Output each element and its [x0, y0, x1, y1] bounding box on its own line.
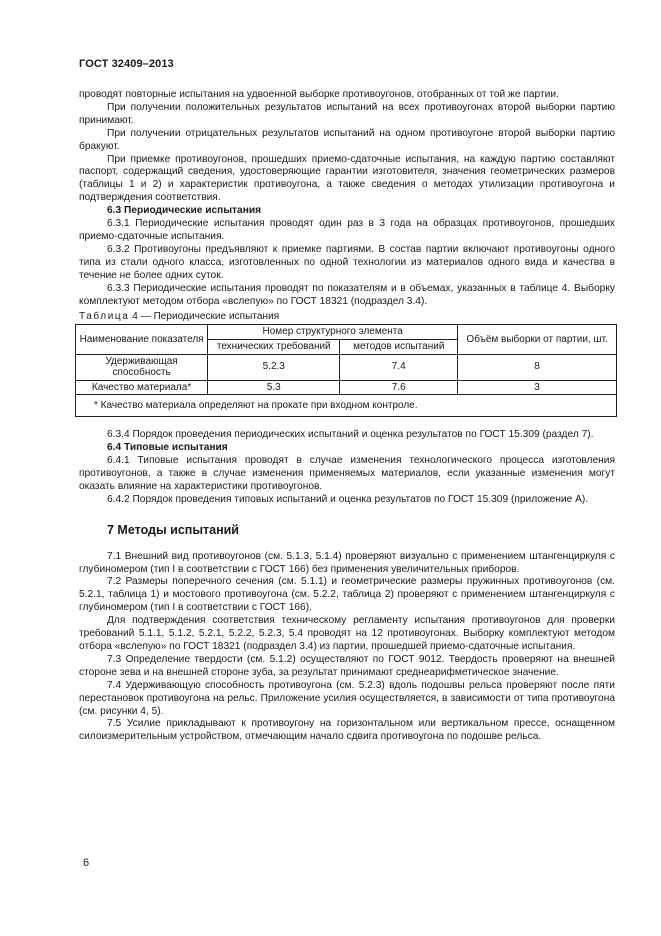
- paragraph: 7.2 Размеры поперечного сечения (см. 5.1.1) и геометрические размеры пружинных противоугонов (см. 5.2.1, таблица 1) и мостового противоугона (см. 5.2.2, таблица 2) проверяют с применением штангенциркуля с глубиномером (тип I в соответствии с ГОСТ 166).: [79, 576, 615, 614]
- header-cell: методов испытаний: [340, 339, 458, 354]
- table-cell: 3: [458, 380, 617, 395]
- paragraph: 7.4 Удерживающую способность противоугона (см. 5.2.3) вдоль подошвы рельса проверяют после пяти перестановок противоугона на рельс. Приложение усилия осуществляется, в зависимости от типа противоугона (см. рисунки 4, 5).: [79, 679, 615, 717]
- paragraph: 6.4.2 Порядок проведения типовых испытаний и оценка результатов по ГОСТ 15.309 (приложение А).: [107, 493, 589, 505]
- paragraph: 7.5 Усилие прикладывают к противоугону на горизонтальном или вертикальном прессе, оснащенном силоизмерительным устройством, отмечающим начало сдвига противоугона по подошве рельса.: [79, 718, 615, 743]
- table-cell: Удерживающая способность: [76, 354, 208, 380]
- section-heading-6-4: 6.4 Типовые испытания: [107, 442, 228, 454]
- table-row: [76, 354, 617, 380]
- document-body: [79, 89, 615, 744]
- table-caption-text: 4 — Периодические испытания: [129, 311, 280, 323]
- table-row: [76, 380, 617, 395]
- paragraph: 6.3.3 Периодические испытания проводят по показателям и в объемах, указанных в таблице 4. Выборку комплектуют методом отбора «вслепую» по ГОСТ 18321 (подраздел 3.4).: [79, 282, 615, 307]
- periodic-tests-table: [75, 324, 617, 417]
- header-cell: Объём выборки от партии, шт.: [458, 325, 617, 354]
- paragraph: При получении отрицательных результатов испытаний на одном противоугоне второй выборки партию бракуют.: [79, 127, 615, 152]
- paragraph: 6.3.4 Порядок проведения периодических испытаний и оценка результатов по ГОСТ 15.309 (раздел 7).: [107, 429, 594, 441]
- header-cell: технических требований: [208, 339, 340, 354]
- paragraph: 7.1 Внешний вид противоугонов (см. 5.1.3, 5.1.4) проверяют визуально с применением штангенциркуля с глубиномером (тип I в соответствии с ГОСТ 166) без применения увеличительных приборов.: [79, 550, 615, 575]
- section-heading-6-3: 6.3 Периодические испытания: [107, 205, 262, 217]
- paragraph: 6.3.2 Противоугоны предъявляют к приемке партиями. В состав партии включают противоугоны одного типа из стали одного класса, изготовленных по одной технологии из материалов одного вида и качества в течение не более одних суток.: [79, 243, 615, 281]
- paragraph: При получении положительных результатов испытаний на всех противоугонах второй выборки партию принимают.: [79, 101, 615, 126]
- table-cell: 7.6: [340, 380, 458, 395]
- table-cell: 7.4: [340, 354, 458, 380]
- table-cell: 5.2.3: [208, 354, 340, 380]
- document-header: ГОСТ 32409–2013: [79, 58, 174, 70]
- paragraph: Для подтверждения соответствия техническому регламенту испытания противоугонов для проверки требований 5.1.1, 5.1.2, 5.2.1, 5.2.2, 5.2.3, 5.4 проводят на 12 противоугонах. Выборку комплектуют методом отбора «вслепую» по ГОСТ 18321 (подраздел 3.4) из партии, прошедшей приемо-сдаточные испытания.: [79, 615, 615, 652]
- table-cell: 8: [458, 354, 617, 380]
- page-number: 6: [83, 857, 90, 869]
- table-note-row: [76, 395, 617, 417]
- header-cell: Номер структурного элемента: [208, 325, 458, 340]
- table-cell: Качество материала*: [76, 380, 208, 395]
- paragraph: проводят повторные испытания на удвоенной выборке противоугонов, отобранных от той же партии.: [79, 89, 559, 100]
- paragraph: 7.3 Определение твердости (см. 5.1.2) осуществляют по ГОСТ 9012. Твердость проверяют на внешней стороне зева и на внешней стороне зуба, за результат принимают среднеарифметическое значение.: [79, 653, 615, 678]
- section-heading-7: 7 Методы испытаний: [107, 522, 239, 537]
- table-note: * Качество материала определяют на прокате при входном контроле.: [76, 395, 617, 417]
- header-cell: Наименование показателя: [76, 325, 208, 354]
- paragraph: 6.4.1 Типовые испытания проводят в случае изменения технологического процесса изготовления противоугонов, а также в случае изменения применяемых материалов, если указанные изменения могут оказать влияние на характеристики противоугонов.: [79, 455, 615, 492]
- table-caption-prefix: Таблица: [79, 311, 130, 323]
- table-cell: 5.3: [208, 380, 340, 395]
- table-caption: [79, 311, 615, 324]
- paragraph: При приемке противоугонов, прошедших приемо-сдаточные испытания, на каждую партию составляют паспорт, содержащий сведения, удостоверяющие гарантии изготовителя, значения геометрических размеров (таблицы 1 и 2) и характеристик противоугона, а также сведения о методах утилизации противоугона и подтверждения соответствия.: [79, 153, 615, 204]
- table-header-row: [76, 325, 617, 340]
- paragraph: 6.3.1 Периодические испытания проводят один раз в 3 года на образцах противоугонов, прошедших приемо-сдаточные испытания.: [79, 218, 615, 242]
